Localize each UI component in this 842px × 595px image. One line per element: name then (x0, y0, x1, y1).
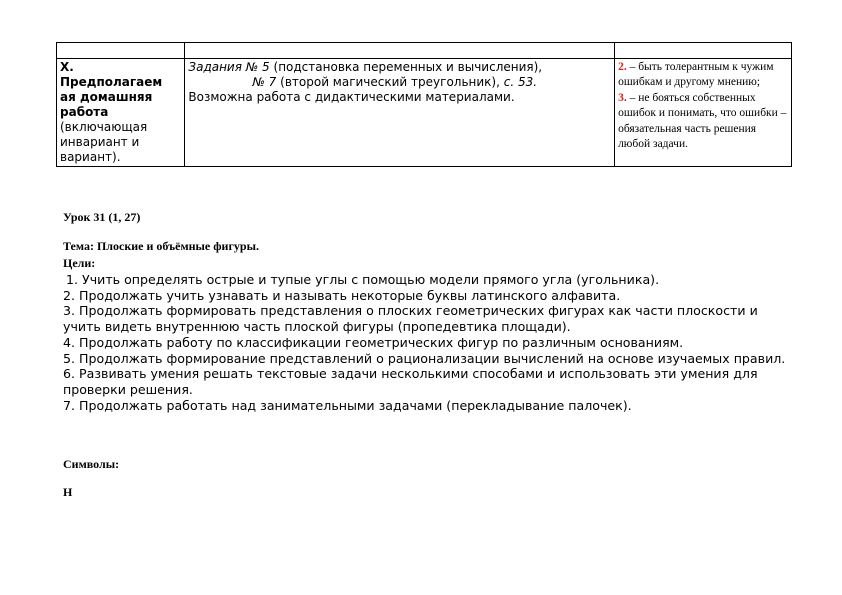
homework-label-cell (57, 59, 185, 167)
goal-item: 5. Продолжать формирование представлений о рационализации вычислений на основе изучаемых правил. (63, 350, 786, 366)
lesson-topic: Тема: Плоские и объёмные фигуры. (63, 239, 259, 253)
task-desc: (второй магический треугольник), (276, 75, 504, 89)
section-heading: работа (60, 105, 109, 119)
section-number: X. (60, 60, 74, 74)
goals-cell (615, 59, 792, 167)
homework-table (56, 42, 792, 167)
empty-cell (615, 43, 792, 59)
section-heading: ая домашняя (60, 90, 153, 104)
goals-list (63, 272, 793, 413)
homework-row (57, 59, 792, 167)
task-page: с. 53. (503, 75, 538, 89)
section-note: инвариант и (60, 135, 140, 149)
task-ref: № 7 (252, 75, 277, 89)
item-number: 2. (618, 61, 627, 73)
task-line (188, 75, 611, 90)
goal-item: 6. Развивать умения решать текстовые задачи несколькими способами и использовать эти умения для проверки решения. (63, 366, 758, 397)
task-ref: Задания № 5 (188, 60, 270, 74)
task-line (188, 60, 611, 75)
homework-tasks-cell (185, 59, 615, 167)
section-note: вариант). (60, 150, 121, 164)
task-desc: (подстановка переменных и вычисления), (269, 60, 543, 74)
goal-item: 1. Учить определять острые и тупые углы с помощью модели прямого угла (угольника). (66, 272, 660, 287)
item-text: – быть толерантным к чужим ошибкам и другому мнению; (618, 61, 774, 89)
task-line: Возможна работа с дидактическими материалами. (188, 90, 515, 104)
goal-item: 7. Продолжать работать над занимательными задачами (перекладывание палочек). (63, 397, 632, 413)
empty-cell (185, 43, 615, 59)
goals-label: Цели: (63, 256, 96, 270)
item-number: 3. (618, 91, 627, 104)
item-text: – не бояться собственных ошибок и понимать, что ошибки – обязательная часть решения любой задачи. (618, 91, 787, 151)
goal-item: 4. Продолжать работу по классификации геометрических фигур по различным основаниям. (63, 334, 684, 350)
section-heading: Предполагаем (60, 75, 163, 89)
lesson-number: Урок 31 (1, 27) (63, 210, 141, 224)
goal-item: 3. Продолжать формировать представления о плоских геометрических фигурах как части плоскости и учить видеть внутреннюю часть плоской фигуры (пропедевтика площади). (63, 303, 758, 335)
symbols-label: Символы: (63, 457, 120, 471)
table-header-row (57, 43, 792, 59)
symbol-letter: Н (63, 485, 73, 499)
empty-cell (57, 43, 185, 59)
section-note: (включающая (60, 120, 148, 134)
goal-item: 2. Продолжать учить узнавать и называть некоторые буквы латинского алфавита. (63, 287, 621, 303)
